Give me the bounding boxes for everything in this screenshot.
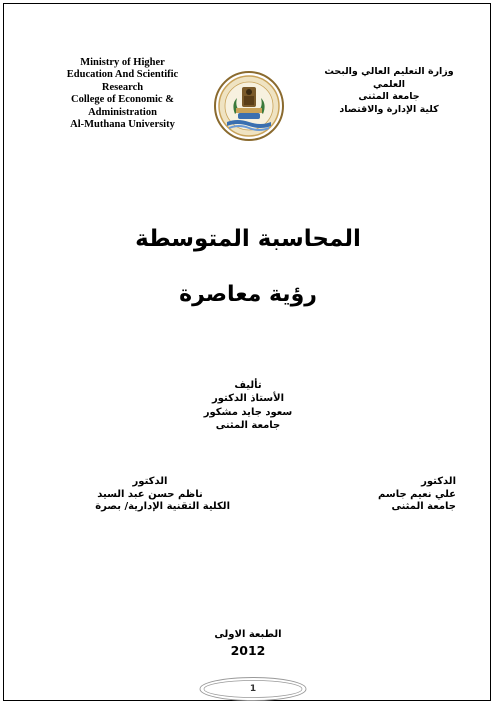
- book-title: المحاسبة المتوسطة: [135, 226, 361, 252]
- header-english-line: College of Economic &: [71, 94, 174, 106]
- author-line: جامعة المثنى: [215, 420, 281, 432]
- header-english-block: [50, 57, 195, 131]
- header-arabic-line: وزارة التعليم العالي والبحث: [324, 66, 454, 77]
- edition-year: 2012: [230, 643, 266, 658]
- author-line: تأليف: [234, 380, 262, 391]
- header-arabic-line: العلمي: [372, 78, 406, 90]
- header-arabic-block: [300, 66, 478, 116]
- header-english-line: Administration: [88, 106, 157, 118]
- header-english-line: Ministry of Higher: [80, 57, 165, 68]
- coauthor-affiliation: الكلية التقنية الإدارية/ بصرة: [95, 501, 230, 513]
- header-english-line: Education And Scientific: [66, 69, 179, 81]
- coauthor-left: [70, 476, 230, 514]
- coauthor-affiliation: جامعة المثنى: [391, 501, 456, 513]
- edition-label: الطبعة الاولى: [214, 629, 282, 640]
- coauthor-name: علي نعيم جاسم: [378, 488, 456, 500]
- author-line: سعود جايد مشكور: [203, 406, 293, 418]
- author-line: الأستاذ الدكتور: [211, 393, 285, 405]
- book-subtitle: رؤية معاصرة: [179, 282, 317, 307]
- author-block: [148, 379, 348, 433]
- coauthor-title: الدكتور: [132, 476, 168, 487]
- header-arabic-line: جامعة المثنى: [358, 91, 420, 103]
- coauthor-name: ناظم حسن عبد السيد: [97, 488, 203, 500]
- university-emblem-icon: [213, 70, 285, 142]
- header-english-line: Al-Muthana University: [70, 119, 175, 131]
- header-arabic-line: كلية الإدارة والاقتصاد: [339, 103, 439, 115]
- page-number: 1: [249, 684, 257, 694]
- coauthor-title: الدكتور: [421, 476, 456, 487]
- header-english-line: Research: [101, 81, 144, 93]
- coauthor-right: [306, 476, 456, 514]
